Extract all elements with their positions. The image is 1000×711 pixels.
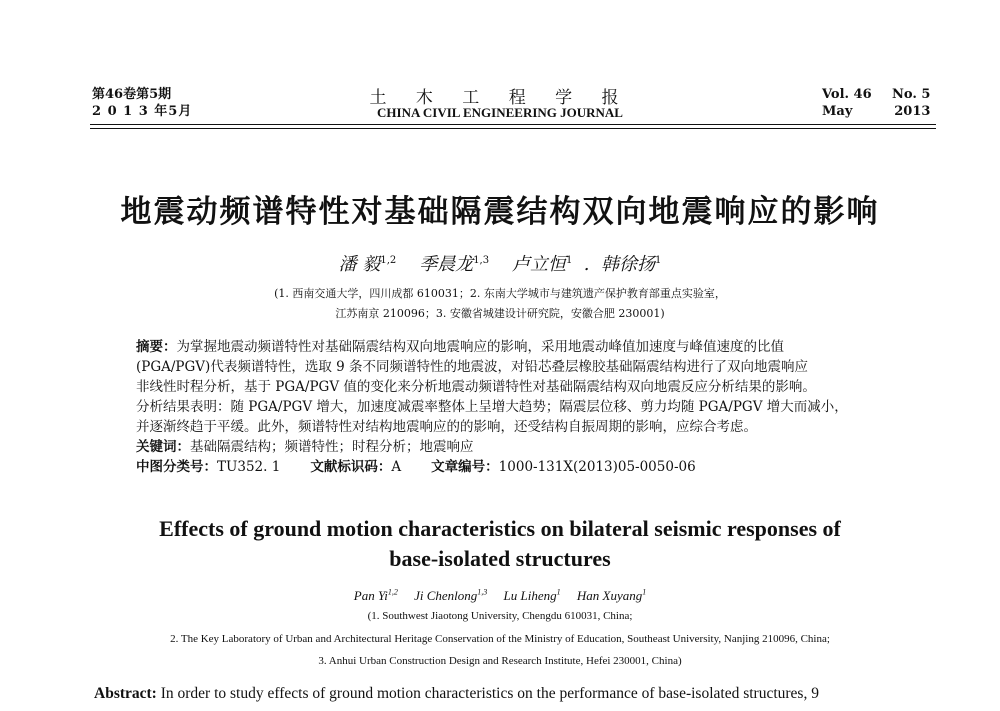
abstract-cn-line: (PGA/PGV)代表频谱特性，选取 9 条不同频谱特性的地震波，对铅芯叠层橡胶基础隔震结构进行了双向地震响应 [136,359,808,375]
abstract-en [94,685,819,703]
affiliation-en-line: (1. Southwest Jiaotong University, Chengdu 610031, China; [367,610,633,622]
journal-name-cn: 土 木 工 程 学 报 [369,88,631,108]
issue-date: 2 0 1 3 年5月 [92,104,193,119]
affiliation-cn-line: (1. 西南交通大学，四川成都 610031；2. 东南大学城市与建筑遗产保护教育部重点实验室， [274,287,726,300]
abstract-cn-line: 非线性时程分析，基于 PGA/PGV 值的变化来分析地震动频谱特性对基础隔震结构双向地震反应分析结果的影响。 [136,379,816,395]
volume-info [822,86,872,120]
affiliation-en-line: 3. Anhui Urban Construction Design and Research Institute, Hefei 230001, China) [318,655,682,667]
author-list-en [0,588,1000,604]
author-en: Pan Yi$^{1,2}$ [353,588,398,604]
issue-volume: 第46卷第5期 [92,87,172,102]
paper-title-en-line2: base-isolated structures [389,546,611,571]
author-en: Ji Chenlong$^{1,3}$ [414,588,488,604]
author-en: Lu Liheng$^1$ [503,588,561,604]
abstract-cn [136,337,848,477]
paper-title-cn: 地震动频谱特性对基础隔震结构双向地震响应的影响 [120,194,880,230]
classification-line: 中图分类号：TU352. 1 文献标识码：A 文章编号：1000-131X(2013)05-0050-06 [136,459,696,475]
author-cn: 季晨龙$^{1,3}$ [419,254,490,275]
keywords-cn-label: 关键词： [136,439,190,455]
issue-number: No. 5 [892,87,931,102]
author-cn: 卢立恒$^1$ [511,254,573,275]
author-en: Han Xuyang$^1$ [576,588,647,604]
abstract-en-label: Abstract: [94,685,157,702]
abstract-cn-line: 摘要：为掌握地震动频谱特性对基础隔震结构双向地震响应的影响，采用地震动峰值加速度与峰值速度的比值 [136,339,784,355]
journal-name-en: CHINA CIVIL ENGINEERING JOURNAL [377,105,623,120]
issue-month: May [822,104,853,119]
header-rule-top [90,124,936,125]
abstract-en-text: In order to study effects of ground motion characteristics on the performance of base-isolated structures, 9 [160,685,819,702]
abstract-cn-label: 摘要： [136,339,177,355]
keywords-cn: 关键词：基础隔震结构；频谱特性；时程分析；地震响应 [136,439,474,455]
paper-title-en-line1: Effects of ground motion characteristics on bilateral seismic responses of [159,516,841,541]
issue-number-info [892,86,930,120]
volume-number: Vol. 46 [822,87,872,102]
issue-year: 2013 [894,104,931,119]
affiliation-en-line: 2. The Key Laboratory of Urban and Architectural Heritage Conservation of the Ministry of Education, Southeast University, Nanjing 210096, China; [170,633,830,645]
author-cn: 韩徐扬$^1$ [600,254,662,275]
header-rule-bottom [90,128,936,129]
author-cn: 潘 毅$^{1,2}$ [338,254,397,275]
abstract-cn-line: 并逐渐终趋于平缓。此外，频谱特性对结构地震响应的的影响，还受结构自振周期的影响，应综合考虑。 [136,419,757,435]
affiliation-cn-line: 江苏南京 210096；3. 安徽省城建设计研究院，安徽合肥 230001) [335,307,665,320]
abstract-cn-line: 分析结果表明：随 PGA/PGV 增大，加速度减震率整体上呈增大趋势；隔震层位移、剪力均随 PGA/PGV 增大而减小， [136,399,848,415]
author-list-cn: 潘 毅$^{1,2}$ 季晨龙$^{1,3}$ 卢立恒$^1$ . 韩徐扬$^1$ [338,254,662,275]
